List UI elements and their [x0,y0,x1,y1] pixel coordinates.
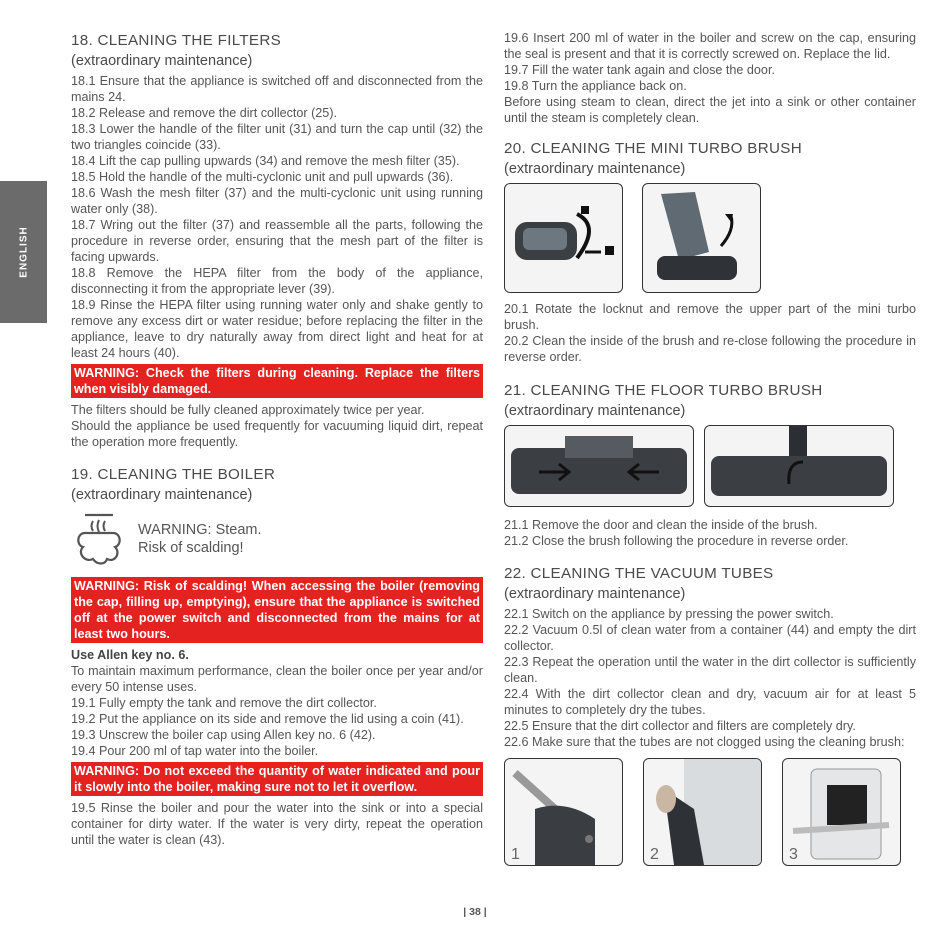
step-19-4: 19.4 Pour 200 ml of tap water into the boiler. [71,744,319,758]
step-22-6: 22.6 Make sure that the tubes are not clogged using the cleaning brush: [504,735,905,749]
left-column [71,30,483,848]
scalding-warning: WARNING: Risk of scalding! When accessing the boiler (removing the cap, filling up, emptying), ensure that the appliance is switched off at the power switch and disconnected from the mains for at least two hours. [71,577,483,643]
filters-note-2: Should the appliance be used frequently for vacuuming liquid dirt, repeat the operation more frequently. [71,419,483,449]
step-19-8: 19.8 Turn the appliance back on. [504,79,687,93]
floor-brush-illustration-2 [705,426,893,506]
step-22-1: 22.1 Switch on the appliance by pressing the power switch. [504,607,834,621]
allen-key-note: Use Allen key no. 6. [71,648,189,662]
floor-brush-image-2 [704,425,894,507]
right-column [504,30,916,866]
step-18-6: 18.6 Wash the mesh filter (37) and the multi-cyclonic unit using running water only (38). [71,186,483,216]
step-22-3: 22.3 Repeat the operation until the water in the dirt collector is sufficiently clean. [504,655,916,685]
steam-warning [71,511,483,567]
section-21-subtitle: (extraordinary maintenance) [504,403,686,419]
step-18-1: 18.1 Ensure that the appliance is switched off and disconnected from the mains 24. [71,74,483,104]
tube-image-3 [782,758,901,866]
filters-warning: WARNING: Check the filters during cleaning. Replace the filters when visibly damaged. [71,364,483,398]
language-tab-label: ENGLISH [18,226,29,278]
section-20-title: 20. CLEANING THE MINI TURBO BRUSH [504,140,802,157]
step-22-2: 22.2 Vacuum 0.5l of clean water from a container (44) and empty the dirt collector. [504,623,916,653]
step-18-4: 18.4 Lift the cap pulling upwards (34) and remove the mesh filter (35). [71,154,460,168]
steam-hazard-icon [71,511,127,567]
mini-brush-image-1 [504,183,623,293]
step-19-7: 19.7 Fill the water tank again and close the door. [504,63,775,77]
step-18-7: 18.7 Wring out the filter (37) and reassemble all the parts, following the procedure in reverse order, ensuring that the mesh part of the filter is facing upwards. [71,218,483,264]
section-19-title: 19. CLEANING THE BOILER [71,466,276,483]
section-18-subtitle: (extraordinary maintenance) [71,53,253,69]
tube-illustration-3 [783,759,900,865]
step-18-2: 18.2 Release and remove the dirt collector (25). [71,106,338,120]
step-19-2: 19.2 Put the appliance on its side and remove the lid using a coin (41). [71,712,464,726]
step-21-1: 21.1 Remove the door and clean the inside of the brush. [504,518,818,532]
floor-brush-image-1 [504,425,694,507]
steam-line-1: WARNING: Steam. [138,522,262,538]
section-22-title: 22. CLEANING THE VACUUM TUBES [504,565,774,582]
step-20-2: 20.2 Clean the inside of the brush and re-close following the procedure in reverse order. [504,334,916,364]
section-21-title: 21. CLEANING THE FLOOR TURBO BRUSH [504,382,823,399]
floor-brush-illustration-1 [505,426,693,506]
boiler-intro: To maintain maximum performance, clean the boiler once per year and/or every 50 intense uses. [71,664,483,694]
section-18-title: 18. CLEANING THE FILTERS [71,32,282,49]
step-21-2: 21.2 Close the brush following the procedure in reverse order. [504,534,849,548]
page-number: | 38 | [463,906,487,918]
tube-image-2 [643,758,762,866]
tube-illustration-1 [505,759,622,865]
step-18-8: 18.8 Remove the HEPA filter from the body of the appliance, disconnecting it from the appropriate lever (39). [71,266,483,296]
step-19-1: 19.1 Fully empty the tank and remove the dirt collector. [71,696,377,710]
step-18-9: 18.9 Rinse the HEPA filter using running water only and shake gently to remove any excess dirt or water residue; before replacing the filter in the appliance, leave to dry naturally away from direct light and heat for at least 24 hours (40). [71,298,483,360]
step-22-4: 22.4 With the dirt collector clean and dry, vacuum air for at least 5 minutes to completely dry the tubes. [504,687,916,717]
section-20-subtitle: (extraordinary maintenance) [504,161,686,177]
steam-before-note: Before using steam to clean, direct the jet into a sink or other container until the steam is completely clean. [504,95,916,125]
figure-number-2: 2 [650,846,659,863]
mini-brush-image-2 [642,183,761,293]
steam-line-2: Risk of scalding! [138,540,244,556]
overflow-warning: WARNING: Do not exceed the quantity of water indicated and pour it slowly into the boiler, making sure not to let it overflow. [71,762,483,796]
step-19-3: 19.3 Unscrew the boiler cap using Allen key no. 6 (42). [71,728,376,742]
figure-number-1: 1 [511,846,520,863]
mini-brush-illustration-1 [505,184,622,292]
language-tab [0,181,47,323]
tube-image-1 [504,758,623,866]
mini-brush-illustration-2 [643,184,760,292]
step-18-3: 18.3 Lower the handle of the filter unit (31) and turn the cap until (32) the two triangles coincide (33). [71,122,483,152]
tube-illustration-2 [644,759,761,865]
step-18-5: 18.5 Hold the handle of the multi-cyclonic unit and pull upwards (36). [71,170,454,184]
section-22-subtitle: (extraordinary maintenance) [504,586,686,602]
step-19-6: 19.6 Insert 200 ml of water in the boiler and screw on the cap, ensuring the seal is present and that it is correctly screwed on. Replace the lid. [504,31,916,61]
section-19-subtitle: (extraordinary maintenance) [71,487,253,503]
step-22-5: 22.5 Ensure that the dirt collector and filters are completely dry. [504,719,856,733]
figure-number-3: 3 [789,846,798,863]
filters-note-1: The filters should be fully cleaned approximately twice per year. [71,403,425,417]
step-19-5: 19.5 Rinse the boiler and pour the water into the sink or into a special container for dirty water. If the water is very dirty, repeat the operation until the water is clean (43). [71,801,483,847]
step-20-1: 20.1 Rotate the locknut and remove the upper part of the mini turbo brush. [504,302,916,332]
